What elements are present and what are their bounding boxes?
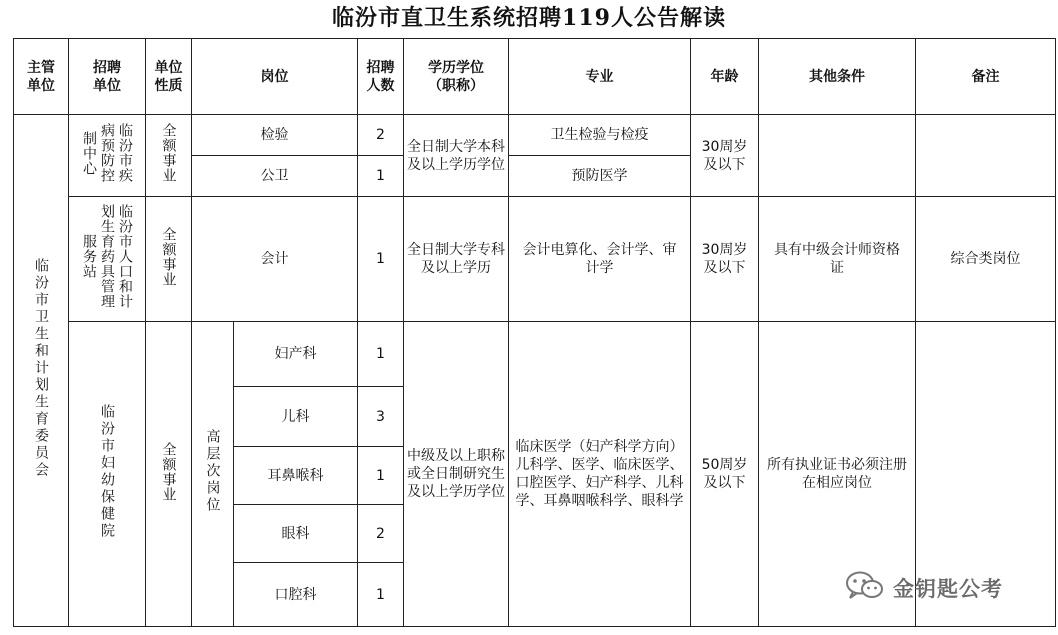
unit-cell: 临汾市疾病预防控制中心: [69, 115, 146, 197]
post-cell: 妇产科: [234, 322, 358, 387]
post-cell: 眼科: [234, 505, 358, 563]
header-education: 学历学位（职称）: [404, 39, 509, 115]
authority-cell: 临汾市卫生和计划生育委员会: [14, 115, 69, 627]
note-cell: [916, 115, 1056, 197]
wechat-icon: [845, 570, 885, 606]
other-cell: 具有中级会计师资格证: [759, 197, 916, 322]
age-cell: 50周岁及以下: [691, 322, 759, 627]
recruitment-table: [13, 38, 1056, 627]
other-cell: 所有执业证书必须注册在相应岗位: [759, 322, 916, 627]
nature-cell: 全额事业: [146, 115, 192, 197]
header-major: 专业: [509, 39, 691, 115]
other-cell: [759, 115, 916, 197]
header-other: 其他条件: [759, 39, 916, 115]
header-post: 岗位: [192, 39, 358, 115]
count-cell: 1: [358, 197, 404, 322]
education-cell: 全日制大学本科及以上学历学位: [404, 115, 509, 197]
page-title: 临汾市直卫生系统招聘119人公告解读: [332, 5, 726, 31]
watermark-text: 金钥匙公考: [893, 577, 1003, 601]
post-cell: 口腔科: [234, 563, 358, 627]
post-cell: 儿科: [234, 387, 358, 447]
header-count: 招聘人数: [358, 39, 404, 115]
level-cell: 高层次岗位: [192, 322, 234, 627]
nature-cell: 全额事业: [146, 197, 192, 322]
header-authority: 主管单位: [14, 39, 69, 115]
count-cell: 2: [358, 505, 404, 563]
count-cell: 2: [358, 115, 404, 156]
note-cell: 综合类岗位: [916, 197, 1056, 322]
education-cell: 全日制大学专科及以上学历: [404, 197, 509, 322]
count-cell: 1: [358, 322, 404, 387]
age-cell: 30周岁及以下: [691, 115, 759, 197]
header-nature: 单位性质: [146, 39, 192, 115]
nature-cell: 全额事业: [146, 322, 192, 627]
header-age: 年龄: [691, 39, 759, 115]
post-cell: 会计: [192, 197, 358, 322]
age-cell: 30周岁及以下: [691, 197, 759, 322]
major-cell: 临床医学（妇产科学方向）儿科学、医学、临床医学、口腔医学、妇产科学、儿科学、耳鼻咽喉科学、眼科学: [509, 322, 691, 627]
count-cell: 3: [358, 387, 404, 447]
count-cell: 1: [358, 563, 404, 627]
header-unit: 招聘单位: [69, 39, 146, 115]
education-cell: 中级及以上职称或全日制研究生及以上学历学位: [404, 322, 509, 627]
major-cell: 卫生检验与检疫: [509, 115, 691, 156]
watermark: [845, 570, 1003, 606]
header-note: 备注: [916, 39, 1056, 115]
major-cell: 预防医学: [509, 156, 691, 197]
post-cell: 耳鼻喉科: [234, 447, 358, 505]
unit-cell: 临汾市妇幼保健院: [69, 322, 146, 627]
post-cell: 检验: [192, 115, 358, 156]
count-cell: 1: [358, 447, 404, 505]
unit-cell: 临汾市人口和计划生育药具管理服务站: [69, 197, 146, 322]
post-cell: 公卫: [192, 156, 358, 197]
count-cell: 1: [358, 156, 404, 197]
major-cell: 会计电算化、会计学、审计学: [509, 197, 691, 322]
